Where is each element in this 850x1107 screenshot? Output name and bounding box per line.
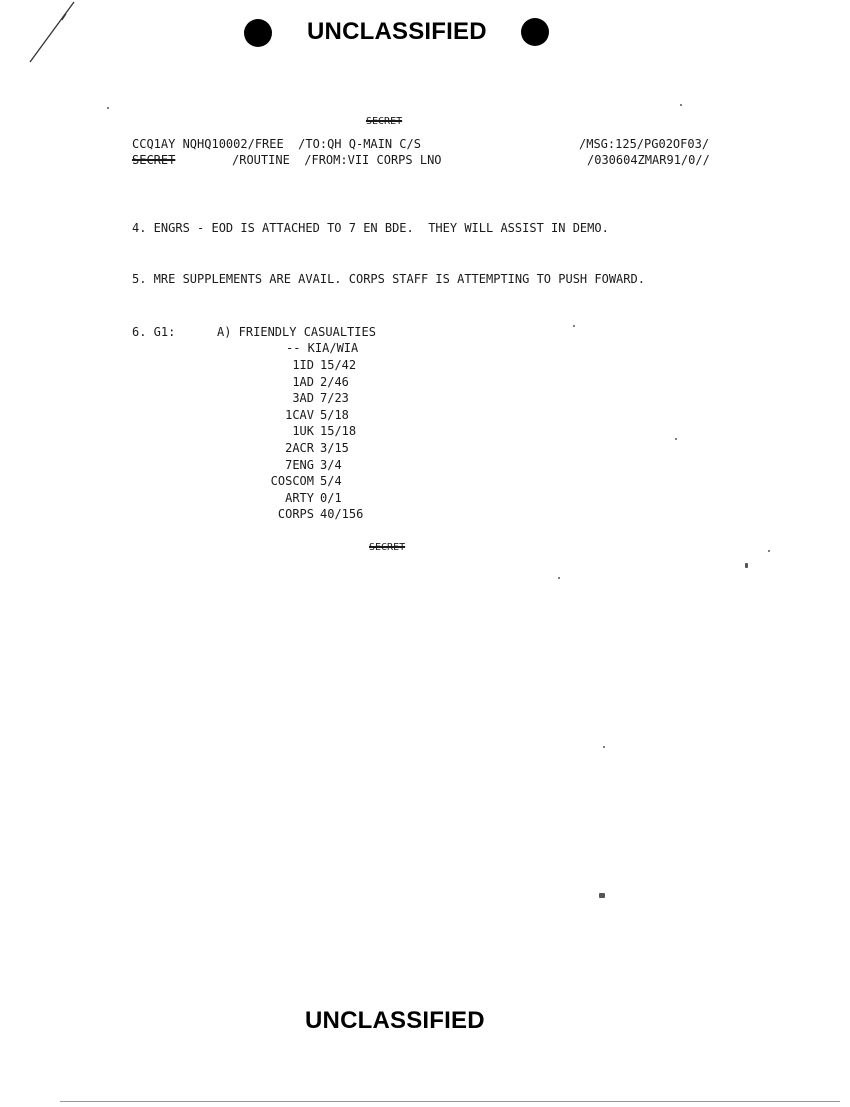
casualty-value: 15/42 <box>320 358 357 372</box>
paragraph-6-title: A) FRIENDLY CASUALTIES <box>217 325 376 339</box>
casualty-column-header: -- KIA/WIA <box>286 341 359 355</box>
casualty-unit: 1ID <box>292 358 314 372</box>
casualty-value: 3/15 <box>320 440 349 455</box>
casualty-row <box>248 358 357 375</box>
casualty-unit: 3AD <box>292 391 314 406</box>
casualty-unit: COSCOM <box>270 474 314 489</box>
classification-dot-right <box>521 18 549 46</box>
classification-banner-bottom: UNCLASSIFIED <box>305 1007 485 1034</box>
casualty-value: 0/1 <box>320 490 342 505</box>
casualty-row <box>248 474 342 491</box>
casualty-row <box>248 374 349 392</box>
scan-speck <box>675 438 677 440</box>
scan-speck <box>680 104 682 106</box>
casualty-row <box>248 424 357 441</box>
scan-speck <box>573 325 575 327</box>
scan-speck <box>558 577 560 579</box>
casualty-value: 5/4 <box>320 474 342 489</box>
casualty-unit: ARTY <box>285 490 314 505</box>
pen-mark <box>28 0 88 70</box>
casualty-value: 5/18 <box>320 407 349 422</box>
casualty-unit: 1CAV <box>285 407 314 422</box>
paragraph-6-number: 6. G1: <box>132 325 176 339</box>
casualty-row <box>248 457 342 475</box>
scan-speck <box>599 893 605 898</box>
casualty-value: 7/23 <box>320 391 349 406</box>
header-date-time-group: /030604ZMAR91/0// <box>587 153 710 167</box>
casualty-row <box>248 490 342 508</box>
casualty-unit: 7ENG <box>285 457 314 472</box>
header-message-id: /MSG:125/PG02OF03/ <box>579 137 710 151</box>
header-routing-line1: CCQ1AY NQHQ10002/FREE /TO:QH Q-MAIN C/S <box>132 137 421 151</box>
casualty-unit: CORPS <box>277 507 314 522</box>
casualty-value: 40/156 <box>320 507 364 522</box>
paragraph-5: 5. MRE SUPPLEMENTS ARE AVAIL. CORPS STAFF IS ATTEMPTING TO PUSH FOWARD. <box>132 272 645 286</box>
casualty-row <box>248 391 349 408</box>
header-classification-line2: SECRET <box>132 153 176 167</box>
scan-speck <box>603 746 605 748</box>
classification-banner-top: UNCLASSIFIED <box>307 18 487 45</box>
scan-edge-line <box>60 1101 840 1102</box>
casualty-row <box>248 440 349 458</box>
paragraph-4: 4. ENGRS - EOD IS ATTACHED TO 7 EN BDE. THEY WILL ASSIST IN DEMO. <box>132 221 609 235</box>
casualty-row <box>248 507 364 524</box>
casualty-value: 15/18 <box>320 424 357 439</box>
casualty-unit: 1AD <box>292 374 314 389</box>
casualty-table <box>248 358 364 524</box>
casualty-unit: 2ACR <box>285 440 314 455</box>
casualty-row <box>248 407 349 425</box>
scan-speck <box>107 107 109 109</box>
header-routing-line2: /ROUTINE /FROM:VII CORPS LNO <box>232 153 442 167</box>
footer-classification-marking: SECRET <box>369 542 406 553</box>
casualty-value: 3/4 <box>320 457 342 472</box>
classification-dot-left <box>244 19 272 47</box>
scan-speck <box>768 550 770 552</box>
scan-speck <box>745 563 748 568</box>
casualty-value: 2/46 <box>320 374 349 389</box>
header-classification-marking: SECRET <box>366 116 403 127</box>
casualty-unit: 1UK <box>292 424 314 439</box>
